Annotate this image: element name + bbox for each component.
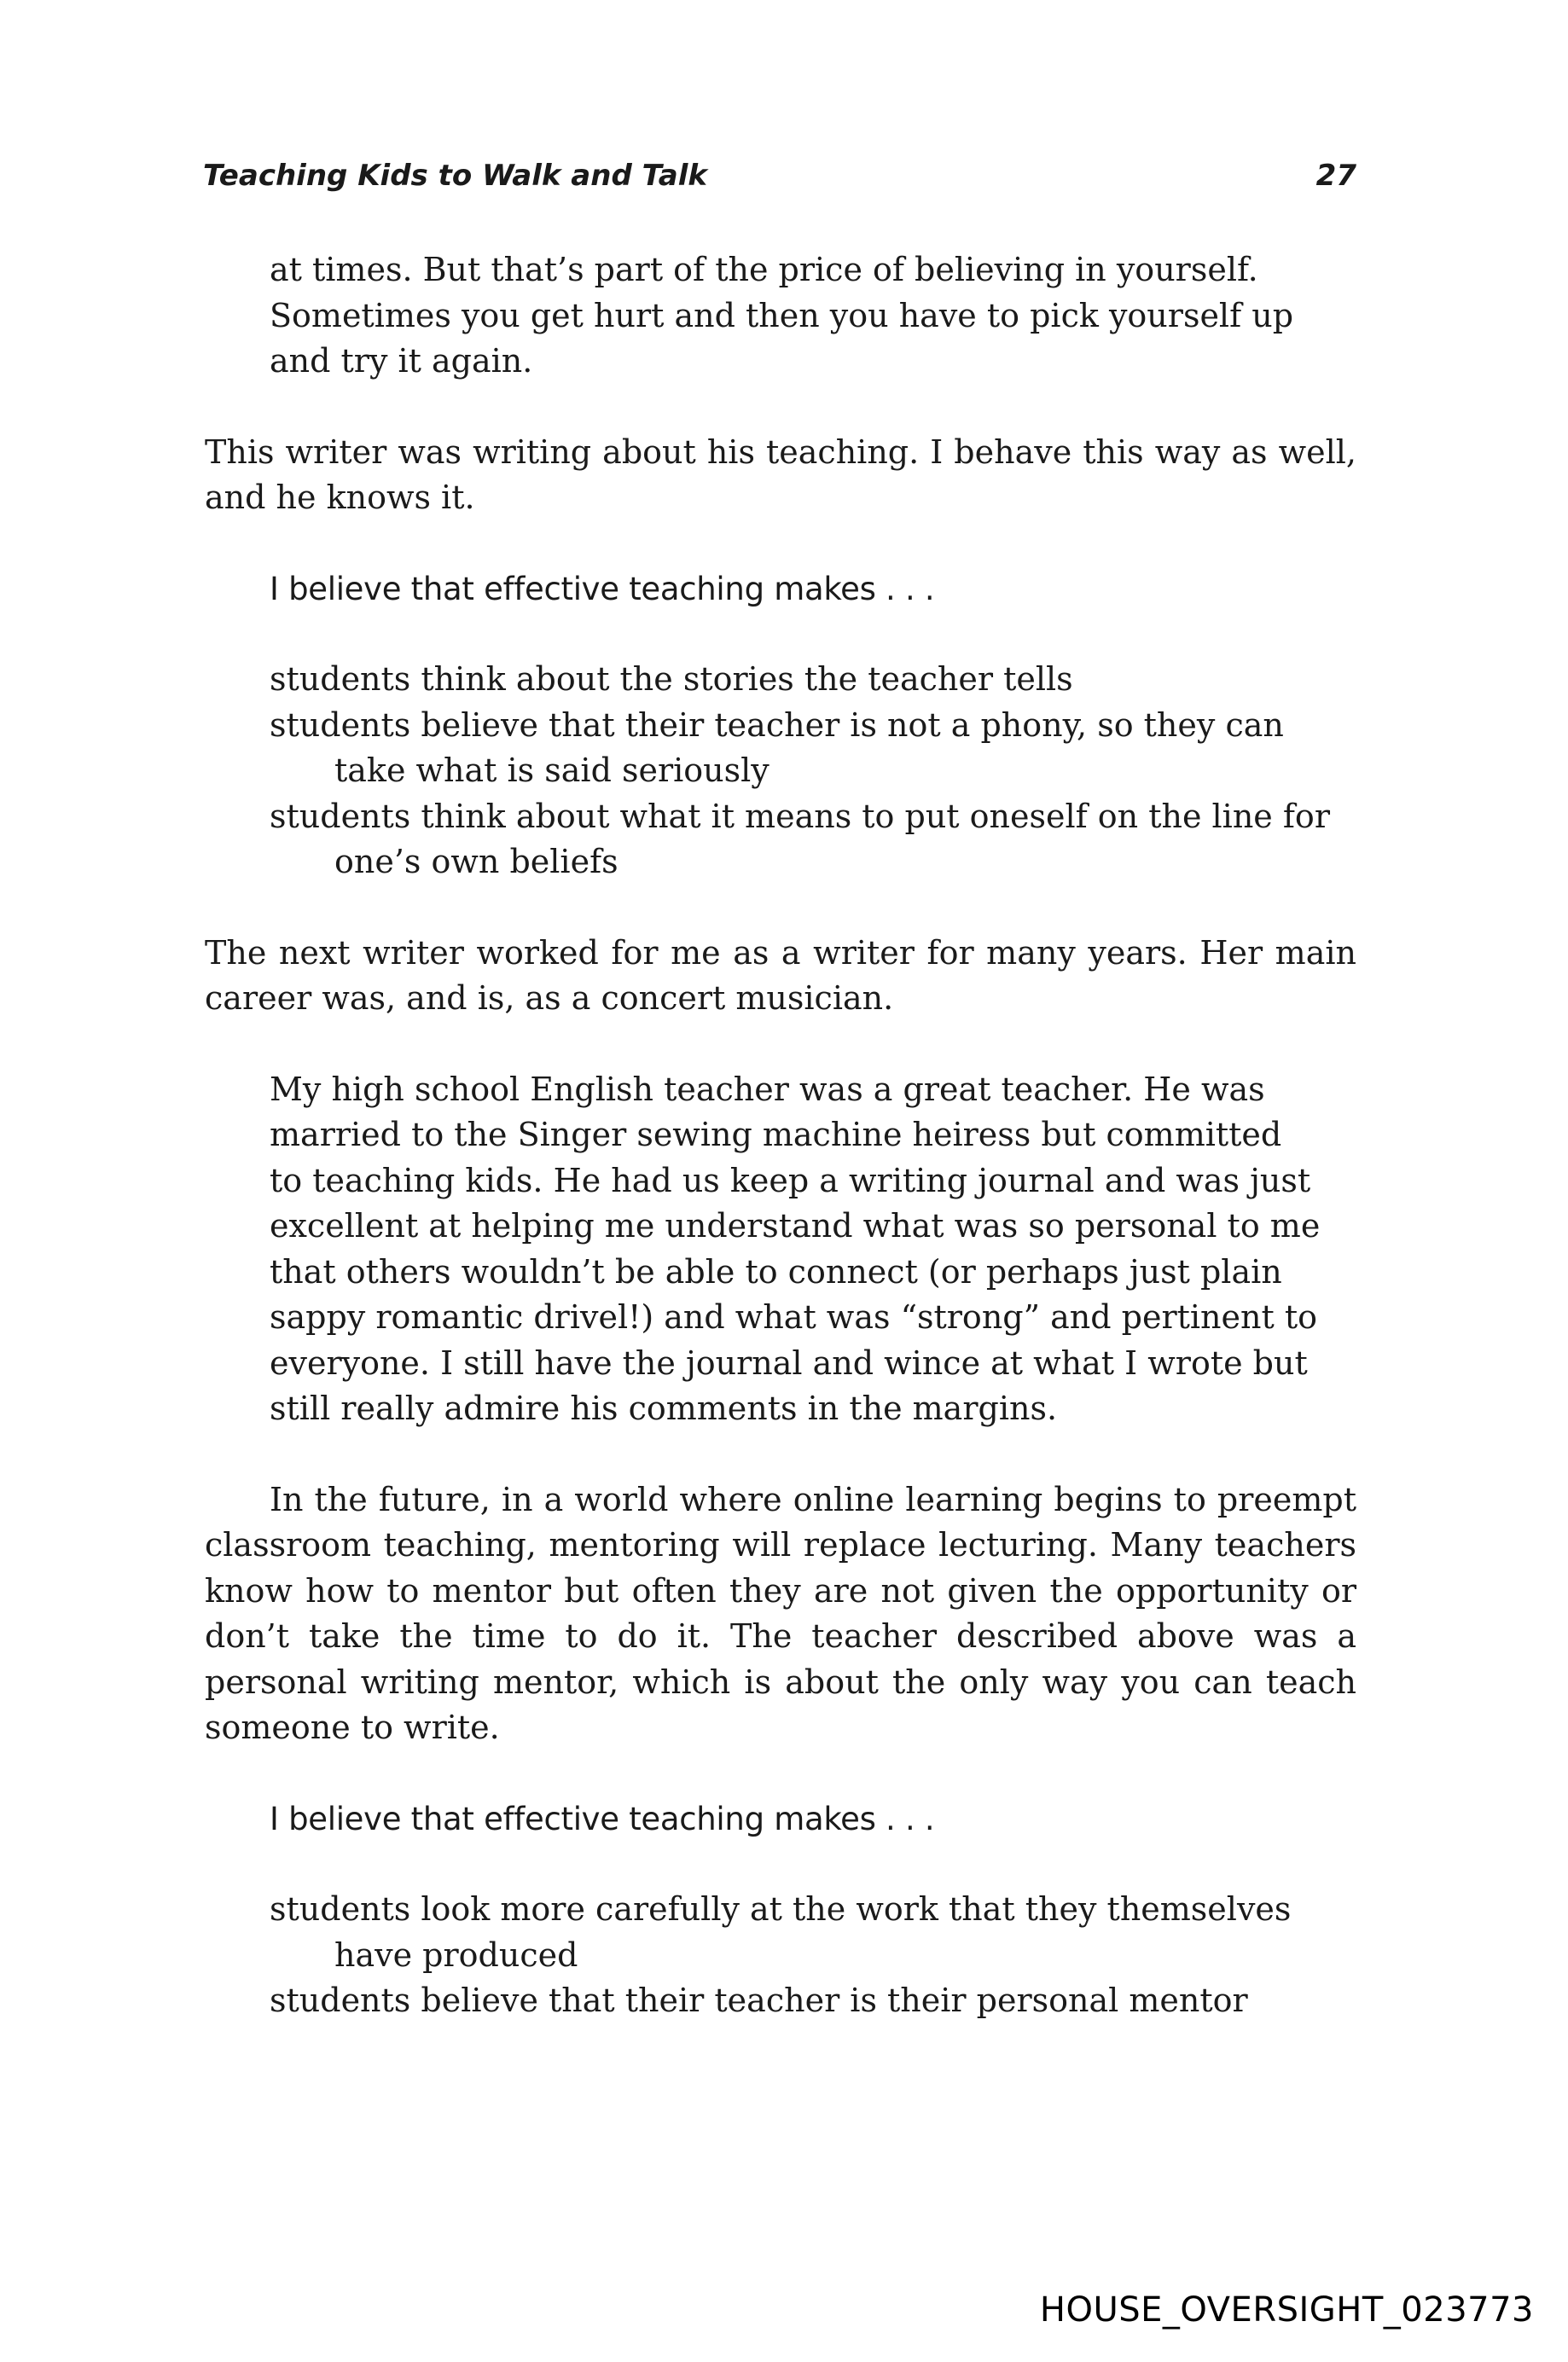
list-lead-in: I believe that effective teaching makes . . . bbox=[270, 1800, 935, 1837]
list-item: students think about what it means to put oneself on the line for one’s own beliefs bbox=[270, 797, 1330, 880]
spacer bbox=[205, 1022, 1356, 1067]
belief-list bbox=[205, 657, 1356, 885]
belief-list bbox=[205, 1887, 1356, 2024]
list-item: students believe that their teacher is their personal mentor bbox=[270, 1982, 1248, 2019]
block-quote bbox=[205, 247, 1356, 385]
quote-continued: at times. But that’s part of the price of believing in yourself. Sometimes you get hurt and then you have to pick yourself up and try it again. bbox=[270, 251, 1294, 380]
body-paragraph: The next writer worked for me as a writer for many years. Her main career was, and is, as a concert musician. bbox=[205, 933, 1356, 1017]
spacer bbox=[205, 612, 1356, 657]
spacer bbox=[205, 1432, 1356, 1477]
body-paragraph: In the future, in a world where online learning begins to preempt classroom teaching, mentoring will replace lecturing. Many teachers know how to mentor but often they are not given the opportunity or don’t take the time to do it. The teacher described above was a personal writing mentor, which is about the only way you can teach someone to write. bbox=[205, 1480, 1356, 1746]
body-text bbox=[205, 247, 1356, 2024]
list-item: students believe that their teacher is not a phony, so they can take what is said seriously bbox=[270, 705, 1284, 789]
spacer bbox=[205, 521, 1356, 566]
spacer bbox=[205, 885, 1356, 931]
spacer bbox=[205, 385, 1356, 430]
page-number: 27 bbox=[1315, 159, 1356, 193]
running-header bbox=[203, 152, 1356, 200]
bates-stamp: HOUSE_OVERSIGHT_023773 bbox=[1039, 2290, 1534, 2330]
list-item: students look more carefully at the work that they themselves have produced bbox=[270, 1890, 1292, 1974]
list-lead-in: I believe that effective teaching makes . . . bbox=[270, 570, 935, 607]
spacer bbox=[205, 1751, 1356, 1796]
quote-paragraph: My high school English teacher was a great teacher. He was married to the Singer sewing machine heiress but committed to teaching kids. He had us keep a writing journal and was just excellent at helping me understand what was so personal to me that others wouldn’t be able to connect (or perhaps just plain sappy romantic drivel!) and what was “strong” and pertinent to everyone. I still have the journal and wince at what I wrote but still really admire his comments in the margins. bbox=[270, 1070, 1321, 1427]
body-paragraph: This writer was writing about his teaching. I behave this way as well, and he knows it. bbox=[205, 432, 1356, 516]
spacer bbox=[205, 1842, 1356, 1887]
block-quote bbox=[205, 1067, 1356, 1432]
running-title: Teaching Kids to Walk and Talk bbox=[203, 159, 707, 193]
list-item: students think about the stories the teacher tells bbox=[270, 660, 1073, 698]
